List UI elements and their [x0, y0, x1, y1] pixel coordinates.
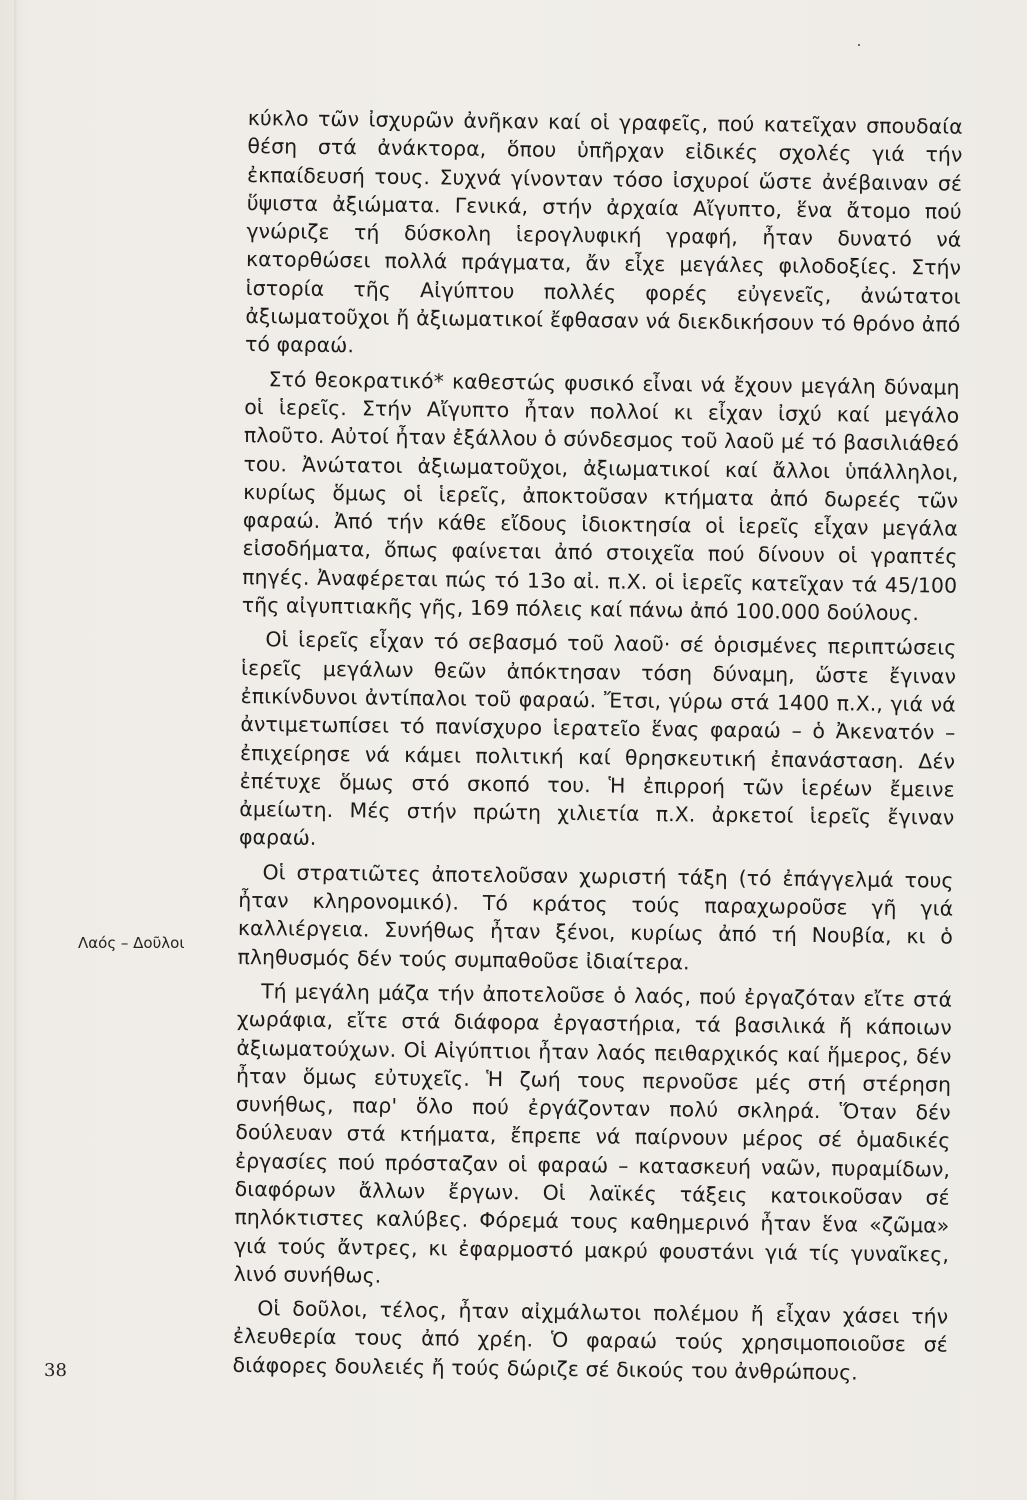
margin-note: Λαός – Δοῦλοι	[78, 934, 185, 952]
paragraph-people: Τή μεγάλη μάζα τήν ἀποτελοῦσε ὁ λαός, πού ἐργαζόταν εἴτε στά χωράφια, εἴτε στά διάφορα ἐργαστήρια, τά βασιλικά ἤ κάποιων ἀξιωματούχων. Οἱ Αἰγύπτιοι ἦταν λαός πειθαρχικός καί ἥμερος, δέν ἦταν ὅμως εὐτυχεῖς. Ἡ ζωή τους περνοῦσε μές στή στέρηση συνήθως, παρ' ὅλο πού ἐργάζονταν πολύ σκληρά. Ὅταν δέν δούλευαν στά κτήματα, ἔπρεπε νά παίρνουν μέρος σέ ὁμαδικές ἐργασίες πού πρόσταζαν οἱ φαραώ – κατασκευή ναῶν, πυραμίδων, διαφόρων ἄλλων ἔργων. Οἱ λαϊκές τάξεις κατοικοῦσαν σέ πηλόκτιστες καλύβες. Φόρεμά τους καθημερινό ἦταν ἕνα «ζῶμα» γιά τούς ἄντρες, κι ἐφαρμοστό μακρύ φουστάνι γιά τίς γυναῖκες, λινό συνήθως.	[233, 979, 953, 1288]
page-edge-shadow	[14, 0, 18, 1500]
paragraph-priests-power: Στό θεοκρατικό* καθεστώς φυσικό εἶναι νά ἔχουν μεγάλη δύναμη οἱ ἱερεῖς. Στήν Αἴγυπτο ἦταν πολλοί κι εἶχαν ἰσχύ καί μεγάλο πλοῦτο. Αὐτοί ἦταν ἐξάλλου ὁ σύνδεσμος τοῦ λαοῦ μέ τό βασιλιάθεό του. Ἀνώτατοι ἀξιωματοῦχοι, ἀξιωματικοί καί ἄλλοι ὑπάλληλοι, κυρίως ὅμως οἱ ἱερεῖς, ἀποκτοῦσαν κτήματα ἀπό δωρεές τῶν φαραώ. Ἀπό τήν κάθε εἴδους ἰδιοκτησία οἱ ἱερεῖς εἶχαν μεγάλα εἰσοδήματα, ὅπως φαίνεται ἀπό στοιχεῖα πού δίνουν οἱ γραπτές πηγές. Ἀναφέρεται πώς τό 13ο αἰ. π.Χ. οἱ ἱερεῖς κατεῖχαν τά 45/100 τῆς αἰγυπτιακῆς γῆς, 169 πόλεις καί πάνω ἀπό 100.000 δούλους.	[241, 366, 960, 626]
paragraph-soldiers: Οἱ στρατιῶτες ἀποτελοῦσαν χωριστή τάξη (τό ἐπάγγελμά τους ἦταν κληρονομικό). Τό κράτος τούς παραχωροῦσε γῆ γιά καλλιέργεια. Συνήθως ἦταν ξένοι, κυρίως ἀπό τή Νουβία, κι ὁ πληθυσμός δέν τούς συμπαθοῦσε ἰδιαίτερα.	[237, 859, 954, 975]
paragraph-scribes: κύκλο τῶν ἰσχυρῶν ἀνῆκαν καί οἱ γραφεῖς, πού κατεῖχαν σπουδαία θέση στά ἀνάκτορα, ὅπου ὑπῆρχαν εἰδικές σχολές γιά τήν ἐκπαίδευσή τους. Συχνά γίνονταν τόσο ἰσχυροί ὥστε ἀνέβαιναν σέ ὕψιστα ἀξιώματα. Γενικά, στήν ἀρχαία Αἴγυπτο, ἕνα ἄτομο πού γνώριζε τή δύσκολη ἱερογλυφική γραφή, ἦταν δυνατό νά κατορθώσει πολλά πράγματα, ἄν εἶχε μεγάλες φιλοδοξίες. Στήν ἱστορία τῆς Αἰγύπτου πολλές φορές εὐγενεῖς, ἀνώτατοι ἀξιωματοῦχοι ἤ ἀξιωματικοί ἔφθασαν νά διεκδικήσουν τό θρόνο ἀπό τό φαραώ.	[244, 105, 963, 358]
page-number: 38	[44, 1360, 67, 1381]
paragraph-slaves: Οἱ δοῦλοι, τέλος, ἦταν αἰχμάλωτοι πολέμου ἤ εἶχαν χάσει τήν ἐλευθερία τους ἀπό χρέη. Ὁ φαραώ τούς χρησιμοποιοῦσε σέ διάφορες δουλειές ἤ τούς δώριζε σέ δικούς του ἀνθρώπους.	[232, 1296, 949, 1385]
body-text	[232, 104, 963, 1394]
paragraph-priests-respect: Οἱ ἱερεῖς εἶχαν τό σεβασμό τοῦ λαοῦ· σέ ὁρισμένες περιπτώσεις ἱερεῖς μεγάλων θεῶν ἀπόκτησαν τόση δύναμη, ὥστε ἔγιναν ἐπικίνδυνοι ἀντίπαλοι τοῦ φαραώ. Ἔτσι, γύρω στά 1400 π.Χ., γιά νά ἀντιμετωπίσει τό πανίσχυρο ἱερατεῖο ἕνας φαραώ – ὁ Ἀκενατόν – ἐπιχείρησε νά κάμει πολιτική καί θρησκευτική ἐπανάσταση. Δέν ἐπέτυχε ὅμως στό σκοπό του. Ἡ ἐπιρροή τῶν ἱερέων ἔμεινε ἀμείωτη. Μές στήν πρώτη χιλιετία π.Χ. ἀρκετοί ἱερεῖς ἔγιναν φαραώ.	[238, 627, 957, 851]
paper-speck	[858, 44, 860, 46]
